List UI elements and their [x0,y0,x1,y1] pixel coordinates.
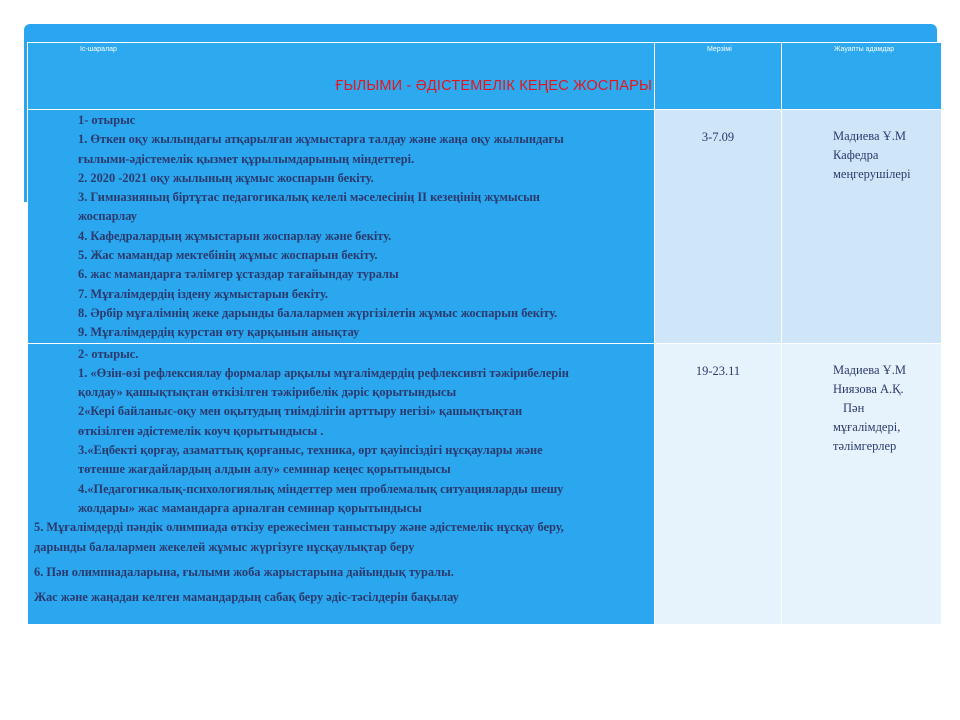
deadline-header-cell [655,43,782,110]
responsible-header-cell [782,43,942,110]
agenda-line: 9. Мұғалімдердің курстан өту қарқынын анықтау [78,325,360,340]
table-row [28,110,942,344]
responsible-line: Ниязова А.Қ. [833,381,904,396]
events-column-label: Іс-шаралар [80,46,117,53]
responsible-line: Мадиева Ұ.М [833,129,906,143]
table-header-row [28,43,942,110]
agenda-line: 5. Мұғалімдерді пәндік олимпиада өткізу ережесімен таныстыру және әдістемелік нұсқау беру, [34,520,564,535]
agenda-line: төтенше жағдайлардың алдын алу» семинар кеңес қорытындысы [78,462,451,477]
deadline-column-label: Мерзімі [707,46,732,53]
agenda-line: 4. Кафедралардың жұмыстарын жоспарлау және бекіту. [78,228,392,243]
agenda-line: өткізілген әдістемелік коуч қорытындысы . [78,423,324,438]
responsible-line: меңгерушілері [833,167,911,181]
plan-table [27,42,942,625]
session-heading: 1- отырыс [78,113,136,127]
responsible-line: тәлімгерлер [833,438,897,453]
responsible-column-label: Жауапты адамдар [834,46,895,53]
events-cell [28,110,655,344]
agenda-line: 2. 2020 -2021 оқу жылының жұмыс жоспарын бекіту. [78,170,374,185]
deadline-value: 19-23.11 [695,363,741,378]
agenda-line: жоспарлау [78,209,137,224]
session-heading: 2- отырыс. [78,346,139,361]
agenda-line: 3. Гимназияның біртұтас педагогикалық келелі мәселесінің II кезеңінің жұмысын [78,190,540,205]
agenda-line: 3.«Еңбекті қорғау, азаматтық қорғаныс, техника, өрт қауіпсіздігі нұсқаулары және [78,443,543,458]
responsible-line: Кафедра [833,148,879,162]
table-row [28,343,942,624]
page-title: ҒЫЛЫМИ - ӘДІСТЕМЕЛІК КЕҢЕС ЖОСПАРЫ [335,78,652,94]
responsible-line: мұғалімдері, [833,419,901,434]
agenda-line: 6. жас мамандарға тәлімгер ұстаздар тағайындау туралы [78,267,399,282]
responsible-line: Мадиева Ұ.М [833,362,906,377]
deadline-cell [655,110,782,344]
responsible-cell [782,110,942,344]
agenda-line: дарынды балалармен жекелей жұмыс жүргізуге нұсқаулықтар беру [34,539,415,554]
responsible-line: Пән [843,400,865,415]
events-cell [28,343,655,624]
agenda-line: 7. Мұғалімдердің іздену жұмыстарын бекіту. [78,286,329,301]
agenda-line: 4.«Педагогикалық-психологиялық міндеттер мен проблемалық ситуацияларды шешу [78,481,564,496]
events-header-cell [28,43,655,110]
agenda-line: 1. Өткен оқу жылындағы атқарылған жұмыстарға талдау және жаңа оқу жылындағы [78,132,564,147]
agenda-line: 1. «Өзін-өзі рефлексиялау формалар арқылы мұғалімдердің рефлексивті тәжірибелерін [78,365,569,380]
agenda-line: ғылыми-әдістемелік қызмет құрылымдарының міндеттері. [78,151,415,166]
agenda-line: жолдары» жас мамандарға арналған семинар қорытындысы [78,500,422,515]
agenda-line: 5. Жас мамандар мектебінің жұмыс жоспарын бекіту. [78,248,378,263]
deadline-value: 3-7.09 [701,130,735,144]
responsible-cell [782,343,942,624]
agenda-line: 6. Пән олимпиадаларына, ғылыми жоба жарыстарына дайындық туралы. [34,564,454,579]
agenda-line: 8. Әрбір мұғалімнің жеке дарынды балалармен жүргізілетін жұмыс жоспарын бекіту. [78,305,558,320]
agenda-line: Жас және жаңадан келген мамандардың сабақ беру әдіс-тәсілдерін бақылау [34,590,459,605]
agenda-line: 2«Кері байланыс-оқу мен оқытудың тиімділігін арттыру негізі» қашықтықтан [78,404,523,419]
deadline-cell [655,343,782,624]
agenda-line: қолдау» қашықтықтан өткізілген тәжірибелік дәріс қорытындысы [78,385,457,400]
